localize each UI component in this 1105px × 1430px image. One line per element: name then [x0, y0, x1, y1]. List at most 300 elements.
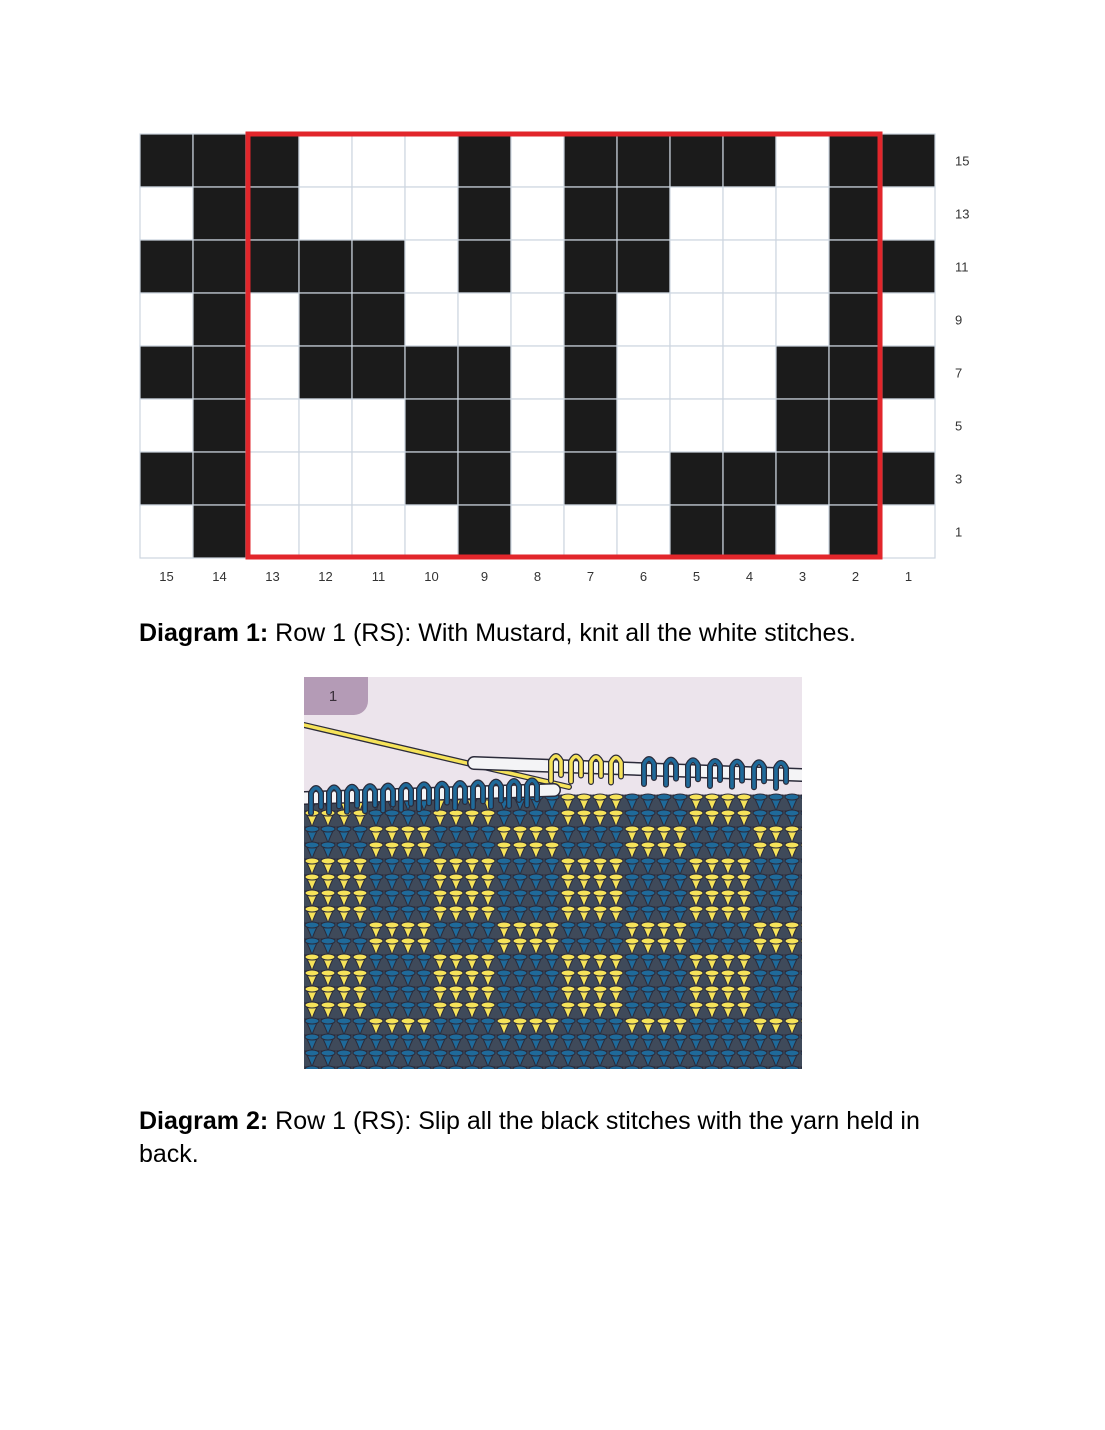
stitch-bar [561, 1050, 575, 1056]
stitch-bar [705, 906, 719, 912]
chart-cell-empty [511, 346, 564, 399]
stitch-bar [545, 1050, 559, 1056]
stitch-bar [673, 842, 687, 848]
stitch-bar [321, 1002, 335, 1008]
stitch-bar [769, 986, 783, 992]
column-number-label: 13 [265, 569, 280, 584]
stitch-bar [433, 1002, 447, 1008]
diagram-1-label: Diagram 1: [139, 619, 269, 647]
chart-cell-empty [299, 399, 352, 452]
row-number-label: 1 [955, 524, 963, 540]
stitch-bar [401, 986, 415, 992]
stitch-bar [385, 922, 399, 928]
chart-cell-filled [405, 452, 458, 505]
stitch-bar [673, 938, 687, 944]
stitch-bar [545, 842, 559, 848]
stitch-bar [689, 970, 703, 976]
stitch-bar [545, 1002, 559, 1008]
stitch-bar [625, 970, 639, 976]
stitch-bar [465, 858, 479, 864]
stitch-bar [465, 986, 479, 992]
stitch-bar [577, 938, 591, 944]
stitch-bar [641, 858, 655, 864]
stitch-bar [497, 922, 511, 928]
chart-cell-empty [670, 399, 723, 452]
stitch-bar [593, 890, 607, 896]
stitch-bar [513, 986, 527, 992]
stitch-bar [705, 1066, 719, 1069]
stitch-bar [561, 810, 575, 816]
stitch-bar [321, 970, 335, 976]
stitch-bar [785, 906, 799, 912]
stitch-bar [433, 890, 447, 896]
stitch-bar [529, 906, 543, 912]
chart-cell-empty [458, 293, 511, 346]
stitch-bar [625, 890, 639, 896]
stitch-bar [321, 1034, 335, 1040]
chart-cell-filled [140, 240, 193, 293]
chart-cell-empty [140, 293, 193, 346]
stitch-bar [625, 954, 639, 960]
stitch-bar [577, 986, 591, 992]
stitch-bar [305, 842, 319, 848]
chart-cell-filled [193, 134, 246, 187]
stitch-bar [769, 954, 783, 960]
chart-cell-filled [405, 346, 458, 399]
chart-cell-empty [352, 187, 405, 240]
stitch-bar [625, 938, 639, 944]
chart-cell-filled [882, 452, 935, 505]
stitch-bar [577, 794, 591, 800]
stitch-bar [561, 986, 575, 992]
stitch-bar [689, 842, 703, 848]
chart-cell-empty [299, 505, 352, 558]
stitch-bar [481, 986, 495, 992]
stitch-bar [785, 970, 799, 976]
stitch-bar [657, 970, 671, 976]
stitch-bar [545, 826, 559, 832]
column-number-label: 11 [371, 569, 386, 584]
stitch-bar [737, 1050, 751, 1056]
stitch-bar [545, 970, 559, 976]
stitch-bar [785, 1002, 799, 1008]
stitch-bar [513, 874, 527, 880]
stitch-bar [753, 1050, 767, 1056]
row-number-label: 5 [955, 418, 963, 434]
stitch-bar [449, 826, 463, 832]
stitch-bar [657, 1066, 671, 1069]
stitch-bar [417, 1034, 431, 1040]
stitch-bar [449, 874, 463, 880]
chart-cell-filled [829, 346, 882, 399]
stitch-bar [385, 938, 399, 944]
column-number-label: 15 [159, 569, 174, 584]
stitch-bar [689, 954, 703, 960]
chart-cell-filled [564, 187, 617, 240]
stitch-bar [337, 1066, 351, 1069]
stitch-bar [497, 1066, 511, 1069]
stitch-bar [769, 1066, 783, 1069]
stitch-bar [689, 1050, 703, 1056]
stitch-bar [673, 1034, 687, 1040]
stitch-bar [593, 858, 607, 864]
stitch-bar [721, 890, 735, 896]
stitch-bar [369, 954, 383, 960]
stitch-bar [785, 826, 799, 832]
stitch-bar [593, 970, 607, 976]
chart-cell-filled [246, 240, 299, 293]
chart-cell-empty [670, 293, 723, 346]
stitch-bar [673, 906, 687, 912]
chart-cell-empty [246, 293, 299, 346]
stitch-bar [705, 1018, 719, 1024]
stitch-bar [705, 858, 719, 864]
stitch-bar [769, 938, 783, 944]
stitch-bar [497, 810, 511, 816]
stitch-bar [657, 858, 671, 864]
stitch-bar [305, 858, 319, 864]
stitch-bar [689, 890, 703, 896]
stitch-bar [625, 986, 639, 992]
stitch-bar [385, 1002, 399, 1008]
stitch-bar [481, 890, 495, 896]
stitch-bar [673, 810, 687, 816]
stitch-bar [625, 1066, 639, 1069]
stitch-bar [401, 858, 415, 864]
stitch-bar [609, 874, 623, 880]
chart-cell-empty [511, 452, 564, 505]
stitch-bar [305, 874, 319, 880]
stitch-bar [465, 1002, 479, 1008]
chart-cell-empty [776, 134, 829, 187]
stitch-bar [769, 1050, 783, 1056]
stitch-bar [385, 954, 399, 960]
stitch-bar [769, 890, 783, 896]
stitch-bar [465, 1018, 479, 1024]
column-number-label: 4 [745, 569, 754, 584]
chart-cell-filled [829, 399, 882, 452]
stitch-bar [433, 1018, 447, 1024]
stitch-bar [305, 1034, 319, 1040]
stitch-bar [353, 970, 367, 976]
column-number-label: 9 [480, 569, 489, 584]
stitch-bar [385, 1050, 399, 1056]
row-number-label: 7 [955, 365, 963, 381]
stitch-bar [625, 794, 639, 800]
stitch-bar [721, 906, 735, 912]
stitch-bar [673, 874, 687, 880]
stitch-bar [353, 1018, 367, 1024]
stitch-bar [753, 1002, 767, 1008]
chart-cell-filled [564, 346, 617, 399]
stitch-bar [545, 986, 559, 992]
stitch-bar [449, 1050, 463, 1056]
stitch-bar [513, 842, 527, 848]
stitch-bar [545, 1034, 559, 1040]
chart-cell-empty [882, 293, 935, 346]
stitch-bar [561, 1066, 575, 1069]
stitch-bar [305, 938, 319, 944]
chart-cell-filled [829, 240, 882, 293]
stitch-bar [737, 810, 751, 816]
stitch-bar [529, 1034, 543, 1040]
chart-cell-filled [193, 240, 246, 293]
chart-cell-empty [670, 240, 723, 293]
stitch-bar [673, 794, 687, 800]
chart-cell-empty [617, 346, 670, 399]
stitch-bar [337, 874, 351, 880]
chart-cell-empty [511, 293, 564, 346]
stitch-bar [321, 1066, 335, 1069]
stitch-bar [593, 1034, 607, 1040]
stitch-bar [769, 794, 783, 800]
stitch-bar [433, 970, 447, 976]
stitch-bar [305, 1066, 319, 1069]
stitch-bar [321, 1050, 335, 1056]
stitch-bar [577, 970, 591, 976]
stitch-bar [513, 890, 527, 896]
stitch-bar [481, 1034, 495, 1040]
stitch-bar [545, 890, 559, 896]
stitch-bar [673, 1050, 687, 1056]
stitch-bar [401, 1002, 415, 1008]
stitch-bar [529, 890, 543, 896]
stitch-bar [481, 954, 495, 960]
stitch-bar [657, 842, 671, 848]
stitch-bar [593, 794, 607, 800]
stitch-bar [321, 906, 335, 912]
stitch-bar [753, 1034, 767, 1040]
stitch-bar [721, 954, 735, 960]
stitch-bar [737, 890, 751, 896]
stitch-bar [305, 986, 319, 992]
stitch-bar [609, 1066, 623, 1069]
stitch-bar [481, 826, 495, 832]
stitch-bar [337, 1050, 351, 1056]
stitch-bar [769, 906, 783, 912]
stitch-bar [609, 986, 623, 992]
stitch-bar [721, 874, 735, 880]
chart-cell-filled [405, 399, 458, 452]
stitch-bar [785, 1034, 799, 1040]
chart-cell-empty [882, 187, 935, 240]
stitch-bar [385, 1034, 399, 1040]
stitch-bar [561, 874, 575, 880]
stitch-bar [673, 858, 687, 864]
chart-cell-empty [352, 399, 405, 452]
stitch-bar [737, 1002, 751, 1008]
stitch-bar [321, 938, 335, 944]
stitch-bar [401, 1066, 415, 1069]
stitch-bar [529, 842, 543, 848]
chart-cell-empty [882, 505, 935, 558]
diagram-2-label: Diagram 2: [139, 1107, 269, 1135]
stitch-bar [737, 954, 751, 960]
stitch-bar [465, 922, 479, 928]
stitch-bar [545, 1066, 559, 1069]
stitch-bar [401, 826, 415, 832]
chart-cell-empty [352, 134, 405, 187]
chart-cell-empty [670, 187, 723, 240]
stitch-bar [337, 842, 351, 848]
stitch-bar [353, 922, 367, 928]
stitch-bar [465, 1050, 479, 1056]
stitch-bar [609, 826, 623, 832]
stitch-bar [417, 890, 431, 896]
chart-cell-empty [670, 346, 723, 399]
stitch-bar [705, 1002, 719, 1008]
chart-cell-filled [617, 187, 670, 240]
stitch-bar [577, 1050, 591, 1056]
stitch-bar [561, 954, 575, 960]
stitch-bar [673, 954, 687, 960]
column-number-label: 6 [639, 569, 648, 584]
chart-cell-filled [882, 346, 935, 399]
stitch-bar [689, 1066, 703, 1069]
row-number-label: 9 [955, 312, 963, 328]
stitch-bar [321, 1018, 335, 1024]
stitch-bar [337, 1002, 351, 1008]
colorwork-chart [139, 130, 999, 600]
stitch-bar [641, 954, 655, 960]
stitch-bar [321, 986, 335, 992]
stitch-bar [625, 826, 639, 832]
stitch-bar [321, 858, 335, 864]
stitch-bar [609, 858, 623, 864]
chart-cell-empty [617, 293, 670, 346]
stitch-bar [401, 938, 415, 944]
stitch-bar [433, 922, 447, 928]
stitch-bar [465, 842, 479, 848]
stitch-bar [609, 938, 623, 944]
stitch-bar [577, 826, 591, 832]
stitch-bar [497, 1002, 511, 1008]
knit-fabric-drawing [304, 677, 802, 1069]
stitch-bar [561, 890, 575, 896]
chart-cell-filled [670, 452, 723, 505]
stitch-bar [689, 1018, 703, 1024]
stitch-bar [417, 1002, 431, 1008]
stitch-bar [385, 874, 399, 880]
chart-cell-filled [458, 399, 511, 452]
stitch-bar [705, 970, 719, 976]
stitch-bar [609, 970, 623, 976]
chart-cell-filled [776, 399, 829, 452]
stitch-bar [641, 938, 655, 944]
chart-cell-filled [246, 187, 299, 240]
chart-cell-filled [140, 346, 193, 399]
stitch-bar [705, 922, 719, 928]
chart-cell-empty [246, 399, 299, 452]
stitch-bar [465, 954, 479, 960]
stitch-bar [465, 826, 479, 832]
stitch-bar [785, 954, 799, 960]
stitch-bar [545, 954, 559, 960]
chart-cell-empty [405, 134, 458, 187]
chart-cell-empty [511, 134, 564, 187]
stitch-bar [321, 842, 335, 848]
stitch-bar [369, 1018, 383, 1024]
stitch-bar [529, 922, 543, 928]
stitch-bar [785, 842, 799, 848]
chart-cell-filled [193, 399, 246, 452]
stitch-bar [513, 906, 527, 912]
stitch-bar [337, 922, 351, 928]
stitch-bar [513, 1050, 527, 1056]
stitch-bar [673, 986, 687, 992]
stitch-bar [497, 906, 511, 912]
stitch-bar [641, 794, 655, 800]
chart-cell-filled [246, 134, 299, 187]
chart-cell-empty [405, 187, 458, 240]
stitch-bar [481, 1018, 495, 1024]
chart-cell-empty [723, 240, 776, 293]
stitch-bar [353, 874, 367, 880]
stitch-bar [609, 810, 623, 816]
stitch-bar [337, 970, 351, 976]
stitch-bar [337, 826, 351, 832]
column-number-label: 3 [798, 569, 807, 584]
stitch-bar [705, 938, 719, 944]
stitch-bar [625, 1002, 639, 1008]
stitch-bar [737, 1034, 751, 1040]
stitch-bar [769, 842, 783, 848]
stitch-bar [737, 874, 751, 880]
stitch-bar [657, 794, 671, 800]
stitch-bar [705, 810, 719, 816]
stitch-bar [465, 874, 479, 880]
stitch-bar [497, 1018, 511, 1024]
stitch-bar [513, 1066, 527, 1069]
stitch-bar [609, 922, 623, 928]
stitch-bar [465, 1034, 479, 1040]
stitch-bar [705, 826, 719, 832]
stitch-bar [609, 1050, 623, 1056]
stitch-bar [673, 922, 687, 928]
stitch-bar [481, 858, 495, 864]
stitch-bar [401, 874, 415, 880]
stitch-bar [401, 890, 415, 896]
chart-cell-filled [882, 134, 935, 187]
stitch-bar [673, 1018, 687, 1024]
stitch-bar [737, 1018, 751, 1024]
stitch-bar [513, 1034, 527, 1040]
chart-cell-filled [193, 187, 246, 240]
chart-cell-empty [140, 187, 193, 240]
stitch-bar [305, 890, 319, 896]
stitch-bar [337, 890, 351, 896]
stitch-bar [721, 1002, 735, 1008]
stitch-bar [497, 842, 511, 848]
stitch-bar [337, 1034, 351, 1040]
stitch-bar [785, 874, 799, 880]
stitch-bar [513, 922, 527, 928]
stitch-bar [529, 1018, 543, 1024]
stitch-bar [401, 1018, 415, 1024]
stitch-bar [657, 874, 671, 880]
stitch-bar [769, 970, 783, 976]
stitch-bar [305, 906, 319, 912]
stitch-bar [433, 954, 447, 960]
stitch-bar [785, 1050, 799, 1056]
stitch-bar [417, 922, 431, 928]
chart-cell-filled [829, 134, 882, 187]
stitch-bar [417, 906, 431, 912]
chart-cell-empty [299, 134, 352, 187]
stitch-bar [577, 922, 591, 928]
stitch-bar [385, 858, 399, 864]
stitch-bar [369, 1002, 383, 1008]
